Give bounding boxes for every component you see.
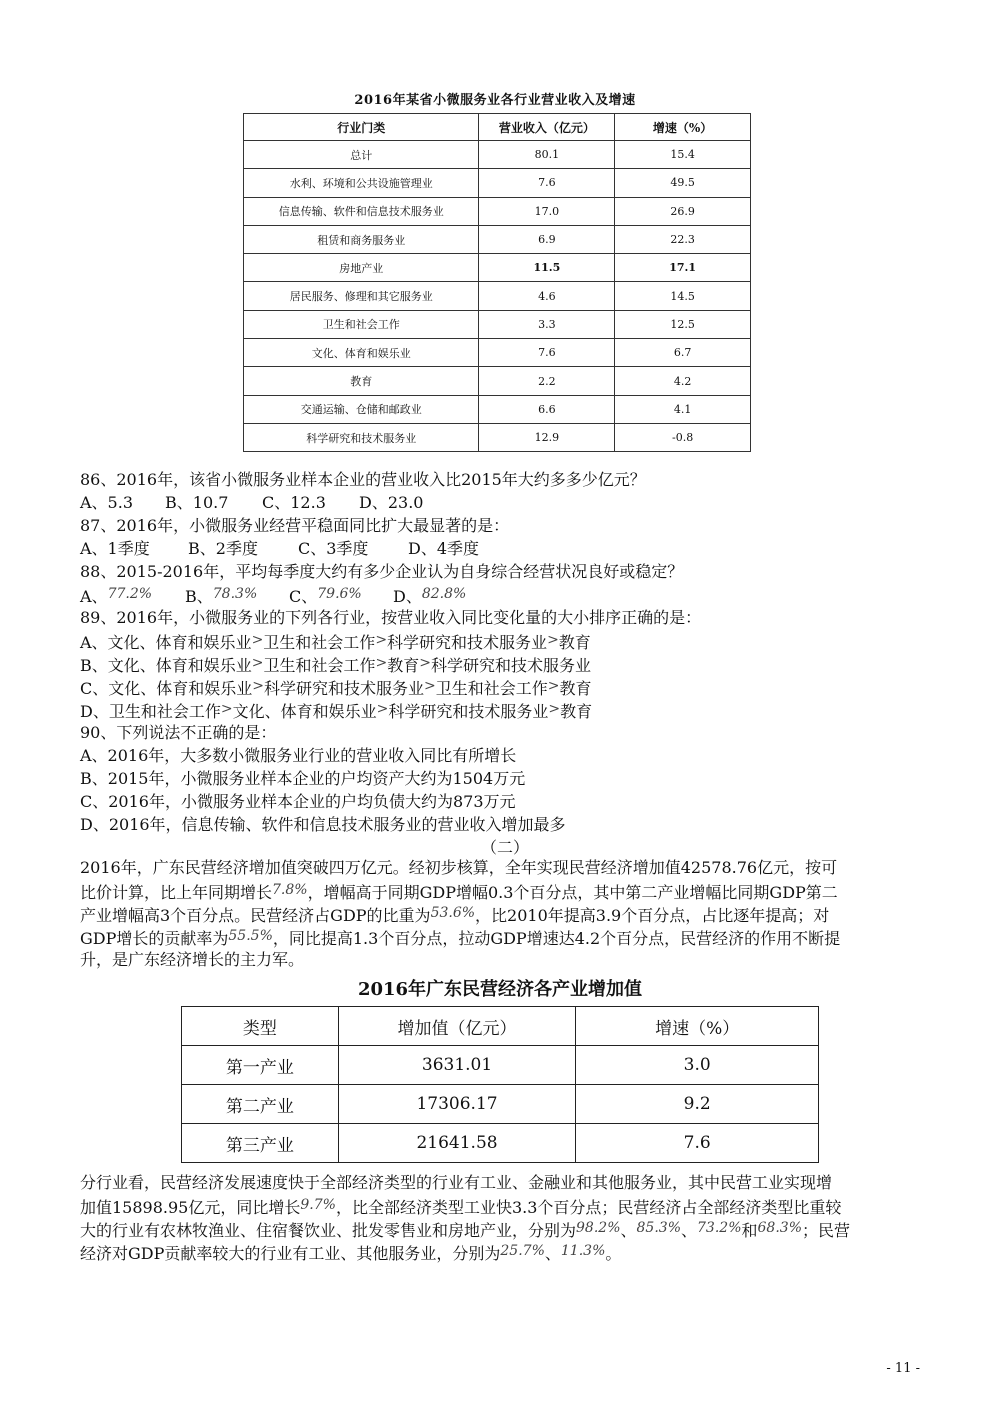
question-87-options: [80, 537, 930, 560]
option-d: D、卫生和社会工作>文化、体育和娱乐业>科学研究和技术服务业>教育: [80, 701, 593, 721]
option-d: D、23.0: [359, 493, 424, 512]
table-row: [244, 423, 751, 451]
cell-industry: 房地产业: [244, 254, 479, 282]
question-88-stem: 88、2015-2016年，平均每季度大约有多少企业认为自身综合经营状况良好或稳定？: [80, 562, 684, 581]
paragraph-line: 升，是广东经济增长的主力军。: [80, 950, 305, 969]
table-row: [244, 367, 751, 395]
cell-revenue: 6.6: [479, 395, 615, 423]
cell-value: 21641.58: [338, 1124, 576, 1163]
cell-revenue: 80.1: [479, 141, 615, 169]
passage-paragraph-2: [80, 1171, 920, 1263]
table-row: [244, 395, 751, 423]
cell-industry: 教育: [244, 367, 479, 395]
industry-revenue-table: [243, 113, 751, 452]
header-value-added: 增加值（亿元）: [338, 1007, 576, 1046]
option-b: B、78.3%: [185, 586, 258, 606]
option-b: B、10.7: [165, 493, 229, 512]
cell-industry: 租赁和商务服务业: [244, 225, 479, 253]
option-c: C、12.3: [262, 493, 326, 512]
cell-growth: 4.2: [615, 367, 751, 395]
cell-growth: 22.3: [615, 225, 751, 253]
option-a: A、2016年，大多数小微服务业行业的营业收入同比有所增长: [80, 746, 517, 765]
cell-revenue: 7.6: [479, 339, 615, 367]
question-86-options: [80, 491, 930, 514]
paragraph-line: 产业增幅高3个百分点。民营经济占GDP的比重为53.6%，比2010年提高3.9个百分点，占比逐年提高；对: [80, 905, 830, 925]
cell-revenue: 11.5: [479, 254, 615, 282]
paragraph-line: 加值15898.95亿元，同比增长9.7%，比全部经济类型工业快3.3个百分点；民营经济占全部经济类型比重较: [80, 1197, 842, 1217]
cell-industry: 卫生和社会工作: [244, 310, 479, 338]
option-d: D、4季度: [408, 539, 480, 558]
header-growth: 增速（%）: [576, 1007, 819, 1046]
cell-revenue: 7.6: [479, 169, 615, 197]
industry-value-added-table: [181, 1006, 819, 1163]
questions-block: [80, 468, 930, 859]
cell-growth: 12.5: [615, 310, 751, 338]
option-d: D、2016年，信息传输、软件和信息技术服务业的营业收入增加最多: [80, 815, 566, 834]
option-a: A、5.3: [80, 493, 134, 512]
table-row: [244, 225, 751, 253]
paragraph-line: 经济对GDP贡献率较大的行业有工业、其他服务业，分别为25.7%、11.3%。: [80, 1243, 622, 1263]
table-row: [244, 197, 751, 225]
option-a: A、77.2%: [80, 586, 153, 606]
table-row: [182, 1085, 819, 1124]
question-86-stem: 86、2016年，该省小微服务业样本企业的营业收入比2015年大约多多少亿元？: [80, 470, 646, 489]
table1-title: 2016年某省小微服务业各行业营业收入及增速: [354, 93, 636, 108]
cell-industry: 科学研究和技术服务业: [244, 423, 479, 451]
question-89-stem: 89、2016年，小微服务业的下列各行业，按营业收入同比变化量的大小排序正确的是：: [80, 608, 702, 627]
option-a: A、1季度: [80, 539, 150, 558]
table-header-row: [244, 114, 751, 141]
cell-industry: 信息传输、软件和信息技术服务业: [244, 197, 479, 225]
option-b: B、文化、体育和娱乐业>卫生和社会工作>教育>科学研究和技术服务业: [80, 655, 592, 675]
cell-growth: 7.6: [576, 1124, 819, 1163]
header-revenue: 营业收入（亿元）: [479, 114, 615, 141]
section-label: （二）: [480, 838, 529, 857]
cell-industry: 水利、环境和公共设施管理业: [244, 169, 479, 197]
cell-revenue: 17.0: [479, 197, 615, 225]
question-88-options: [80, 583, 930, 606]
cell-growth: 9.2: [576, 1085, 819, 1124]
header-industry: 行业门类: [244, 114, 479, 141]
cell-industry: 居民服务、修理和其它服务业: [244, 282, 479, 310]
table-row: [244, 339, 751, 367]
cell-growth: 26.9: [615, 197, 751, 225]
table-row: [244, 282, 751, 310]
cell-revenue: 6.9: [479, 225, 615, 253]
cell-growth: 3.0: [576, 1046, 819, 1085]
question-87-stem: 87、2016年，小微服务业经营平稳面同比扩大最显著的是：: [80, 516, 510, 535]
cell-growth: 4.1: [615, 395, 751, 423]
table2-title: 2016年广东民营经济各产业增加值: [357, 979, 643, 1000]
paragraph-line: GDP增长的贡献率为55.5%，同比提高1.3个百分点，拉动GDP增速达4.2个百分点，民营经济的作用不断提: [80, 928, 841, 948]
option-c: C、文化、体育和娱乐业>科学研究和技术服务业>卫生和社会工作>教育: [80, 678, 592, 698]
paragraph-line: 2016年，广东民营经济增加值突破四万亿元。经初步核算，全年实现民营经济增加值42578.76亿元，按可: [80, 858, 838, 877]
question-90-stem: 90、下列说法不正确的是：: [80, 723, 277, 742]
cell-value: 3631.01: [338, 1046, 576, 1085]
cell-growth: 14.5: [615, 282, 751, 310]
option-b: B、2015年，小微服务业样本企业的户均资产大约为1504万元: [80, 769, 526, 788]
cell-revenue: 4.6: [479, 282, 615, 310]
table-row: [244, 169, 751, 197]
cell-growth: 17.1: [615, 254, 751, 282]
option-d: D、82.8%: [393, 586, 467, 606]
cell-revenue: 12.9: [479, 423, 615, 451]
cell-growth: 15.4: [615, 141, 751, 169]
cell-industry: 文化、体育和娱乐业: [244, 339, 479, 367]
option-b: B、2季度: [188, 539, 258, 558]
cell-value: 17306.17: [338, 1085, 576, 1124]
cell-growth: 49.5: [615, 169, 751, 197]
paragraph-line: 比价计算，比上年同期增长7.8%，增幅高于同期GDP增幅0.3个百分点，其中第二产业增幅比同期GDP第二: [80, 882, 838, 902]
option-c: C、3季度: [298, 539, 369, 558]
cell-revenue: 2.2: [479, 367, 615, 395]
paragraph-line: 大的行业有农林牧渔业、住宿餐饮业、批发零售业和房地产业，分别为98.2%、85.3%、73.2%和68.3%；民营: [80, 1220, 851, 1240]
option-a: A、文化、体育和娱乐业>卫生和社会工作>科学研究和技术服务业>教育: [80, 632, 591, 652]
option-c: C、79.6%: [289, 586, 362, 606]
table-row: [244, 310, 751, 338]
cell-industry: 总计: [244, 141, 479, 169]
passage-paragraph-1: [80, 856, 920, 971]
cell-growth: -0.8: [615, 423, 751, 451]
table-row: [244, 254, 751, 282]
table-header-row: [182, 1007, 819, 1046]
cell-industry: 交通运输、仓储和邮政业: [244, 395, 479, 423]
table-row: [182, 1046, 819, 1085]
cell-type: 第三产业: [182, 1124, 339, 1163]
table-row: [244, 141, 751, 169]
cell-growth: 6.7: [615, 339, 751, 367]
paragraph-line: 分行业看，民营经济发展速度快于全部经济类型的行业有工业、金融业和其他服务业，其中民营工业实现增: [80, 1173, 833, 1192]
header-type: 类型: [182, 1007, 339, 1046]
cell-type: 第一产业: [182, 1046, 339, 1085]
page-number: - 11 -: [886, 1361, 920, 1376]
cell-type: 第二产业: [182, 1085, 339, 1124]
header-growth: 增速（%）: [615, 114, 751, 141]
option-c: C、2016年，小微服务业样本企业的户均负债大约为873万元: [80, 792, 516, 811]
table-row: [182, 1124, 819, 1163]
cell-revenue: 3.3: [479, 310, 615, 338]
